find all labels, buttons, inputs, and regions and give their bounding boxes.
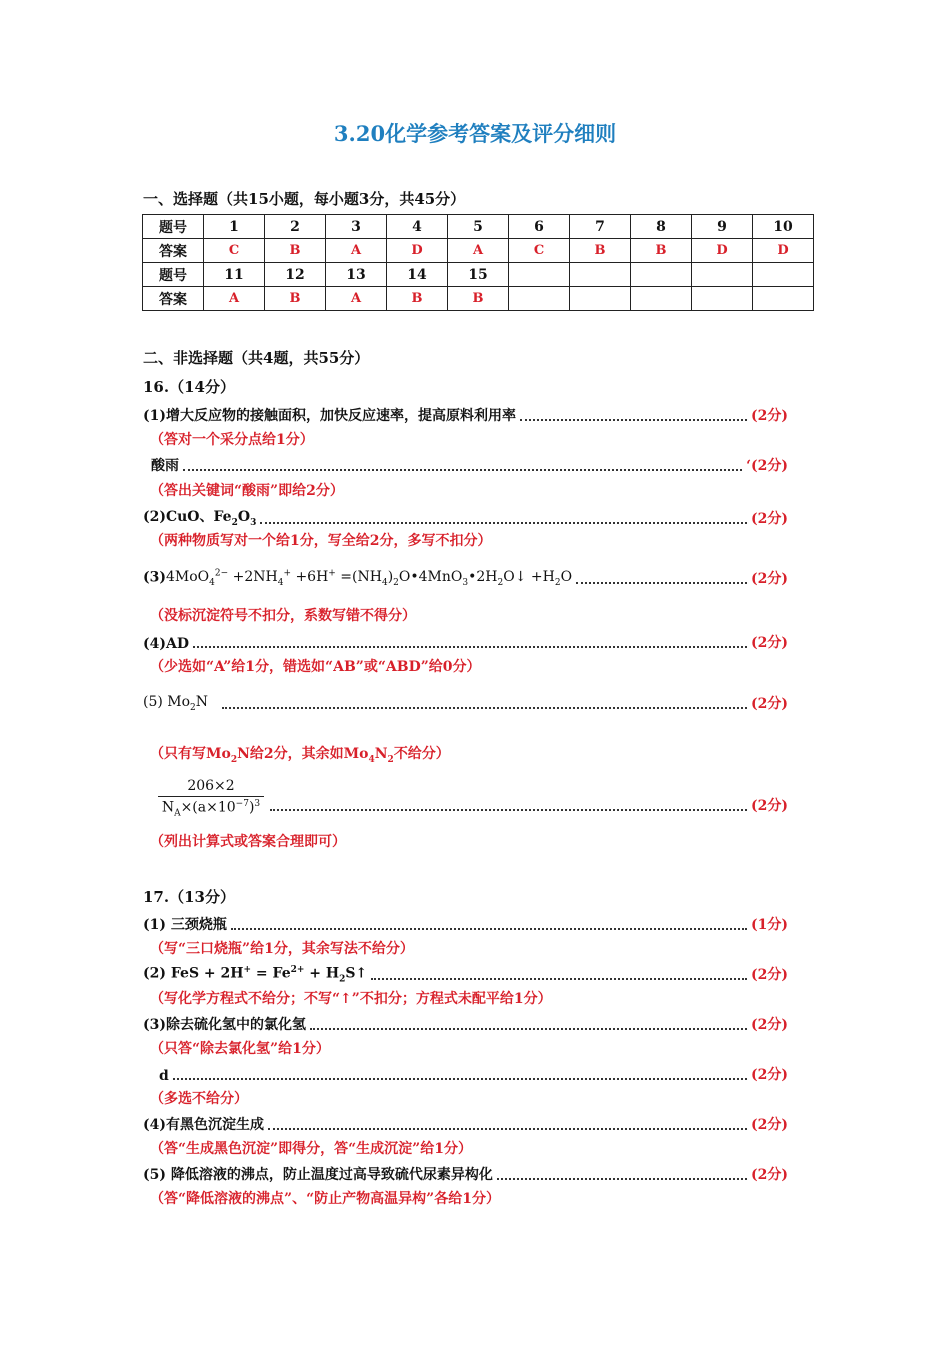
q17-heading: 17.（13分） <box>143 888 235 906</box>
question-number <box>570 263 631 287</box>
answer-text-prefix: (2) FeS + 2H <box>143 965 244 982</box>
scoring-note: （少选如“A”给1分，错选如“AB”或“ABD”给0分） <box>150 659 481 675</box>
question-number: 13 <box>326 263 387 287</box>
answer-cell: B <box>570 239 631 263</box>
q17-answer-5 <box>143 1114 788 1134</box>
page-title: 3.20化学参考答案及评分细则 <box>333 121 617 146</box>
answer-text-prefix: (3) <box>143 569 166 586</box>
answer-text: (5) 降低溶液的沸点，防止温度过高导致硫代尿素异构化 <box>143 1167 493 1183</box>
q17-answer-3 <box>143 1014 788 1034</box>
leader-dots <box>173 1077 747 1080</box>
leader-dots <box>371 977 747 980</box>
answer-text: (4)AD <box>143 636 189 652</box>
question-number: 6 <box>509 215 570 239</box>
leader-dots <box>520 418 747 421</box>
equation: (2) FeS + $2H^+ = Fe^{2+}$ + $H_2S↑$ <box>143 964 368 984</box>
question-number <box>509 263 570 287</box>
answer-cell <box>631 287 692 311</box>
score: (2分) <box>751 1117 788 1133</box>
question-number: 4 <box>387 215 448 239</box>
answer-text-prefix: (2)CuO、Fe <box>143 509 232 525</box>
answer-cell: A <box>448 239 509 263</box>
question-number: 10 <box>753 215 814 239</box>
answer-cell <box>753 287 814 311</box>
answer-cell: C <box>509 239 570 263</box>
question-number: 5 <box>448 215 509 239</box>
scoring-note: （只答“除去氯化氢”给1分） <box>150 1041 330 1057</box>
leader-dots <box>576 581 747 584</box>
answer-table <box>142 214 814 311</box>
q16-answer-7 <box>270 795 788 815</box>
scoring-note: （只有写$Mo_2N$给2分，其余如$Mo_4N_2$不给分） <box>150 746 450 765</box>
leader-dots <box>270 808 747 811</box>
leader-dots <box>222 706 747 709</box>
q17-answer-1 <box>143 914 788 934</box>
scoring-note: （写“三口烧瓶”给1分，其余写法不给分） <box>150 941 414 957</box>
question-number <box>753 263 814 287</box>
row-label: 答案 <box>143 287 204 311</box>
q16-answer-2 <box>143 455 788 475</box>
scoring-note: （两种物质写对一个给1分，写全给2分，多写不扣分） <box>150 533 492 549</box>
score: (2分) <box>751 571 788 587</box>
score: (2分) <box>751 408 788 424</box>
q17-answer-2 <box>143 964 788 984</box>
score: (2分) <box>751 967 788 983</box>
fraction-denominator: $N_A\times(a\times 10^{-7})^3$ <box>161 799 261 819</box>
score: (2分) <box>751 1067 788 1083</box>
scoring-note: （多选不给分） <box>150 1091 248 1107</box>
question-number: 3 <box>326 215 387 239</box>
answer-cell: D <box>753 239 814 263</box>
q16-answer-1 <box>143 405 788 425</box>
leader-dots <box>231 927 747 930</box>
leader-dots <box>193 645 747 648</box>
score: (2分) <box>751 1167 788 1183</box>
question-number: 11 <box>204 263 265 287</box>
q16-heading: 16.（14分） <box>143 378 235 396</box>
answer-cell: A <box>326 239 387 263</box>
table-row <box>143 287 814 311</box>
q16-answer-6 <box>143 693 788 713</box>
scoring-note: （写化学方程式不给分；不写“↑”不扣分；方程式未配平给1分） <box>150 991 552 1007</box>
answer-cell: B <box>265 239 326 263</box>
equation: $(3)4MoO_4^{2-} +2NH_4^+ +6H^+$ $=(NH_4)_2O•4MnO_3•2H_2O↓ +H_2O$ <box>143 568 573 588</box>
answer-cell: A <box>326 287 387 311</box>
section2-heading: 二、非选择题（共4题，共55分） <box>143 349 370 367</box>
answer-cell <box>692 287 753 311</box>
row-label: 答案 <box>143 239 204 263</box>
score: ‘(2分) <box>746 458 788 474</box>
answer-cell: B <box>448 287 509 311</box>
scoring-note: （答“生成黑色沉淀”即得分，答“生成沉淀”给1分） <box>150 1141 472 1157</box>
leader-dots <box>268 1127 747 1130</box>
note-part: （只有写Mo <box>150 746 231 762</box>
question-number: 2 <box>265 215 326 239</box>
answer-text: d <box>159 1068 169 1084</box>
row-label: 题号 <box>143 215 204 239</box>
fraction-numerator: 206×2 <box>158 778 264 797</box>
answer-text: (2)CuO、$Fe_2O_3$ <box>143 509 257 528</box>
note-part: 不给分） <box>393 746 450 762</box>
answer-cell: A <box>204 287 265 311</box>
answer-cell <box>509 287 570 311</box>
avogadro-symbol: N <box>161 799 175 816</box>
score: (2分) <box>751 1017 788 1033</box>
answer-text: (1) 三颈烧瓶 <box>143 917 227 933</box>
score: (1分) <box>751 917 788 933</box>
answer-cell: D <box>387 239 448 263</box>
scoring-note: （答出关键词“酸雨”即给2分） <box>150 483 344 499</box>
question-number: 7 <box>570 215 631 239</box>
answer-cell: B <box>265 287 326 311</box>
question-number: 1 <box>204 215 265 239</box>
question-number: 12 <box>265 263 326 287</box>
scoring-note: （没标沉淀符号不扣分，系数写错不得分） <box>150 608 416 624</box>
scoring-note: （答对一个采分点给1分） <box>150 432 314 448</box>
section1-heading: 一、选择题（共15小题，每小题3分，共45分） <box>143 190 466 208</box>
score: (2分) <box>751 635 788 651</box>
score: (2分) <box>751 798 788 814</box>
q17-answer-4 <box>143 1064 788 1084</box>
question-number: 15 <box>448 263 509 287</box>
question-number <box>631 263 692 287</box>
q16-answer-4 <box>143 568 788 588</box>
table-row <box>143 215 814 239</box>
table-row <box>143 239 814 263</box>
answer-text: 酸雨 <box>151 458 179 474</box>
score: (2分) <box>751 510 788 527</box>
leader-dots <box>310 1027 747 1030</box>
scoring-note: （答“降低溶液的沸点”、“防止产物高温异构”各给1分） <box>150 1191 500 1207</box>
row-label: 题号 <box>143 263 204 287</box>
table-row <box>143 263 814 287</box>
answer-cell: B <box>387 287 448 311</box>
scoring-note: （列出计算式或答案合理即可） <box>150 834 346 850</box>
answer-text: (3)除去硫化氢中的氯化氢 <box>143 1017 306 1033</box>
answer-cell: C <box>204 239 265 263</box>
answer-text-prefix: (5) Mo <box>143 694 191 711</box>
q16-answer-3 <box>143 506 788 528</box>
leader-dots <box>260 521 747 524</box>
answer-text: (4)有黑色沉淀生成 <box>143 1117 264 1133</box>
density-fraction <box>158 778 264 818</box>
note-part: N给2分，其余如Mo <box>237 746 369 762</box>
question-number <box>692 263 753 287</box>
question-number: 8 <box>631 215 692 239</box>
answer-text: (5) $Mo_2N$ <box>143 694 209 713</box>
question-number: 14 <box>387 263 448 287</box>
score: (2分) <box>751 696 788 712</box>
answer-cell: B <box>631 239 692 263</box>
answer-cell: D <box>692 239 753 263</box>
question-number: 9 <box>692 215 753 239</box>
leader-dots <box>183 468 742 471</box>
q16-answer-5 <box>143 632 788 652</box>
leader-dots <box>497 1177 747 1180</box>
q17-answer-6 <box>143 1164 788 1184</box>
answer-cell <box>570 287 631 311</box>
answer-text: (1)增大反应物的接触面积，加快反应速率，提高原料利用率 <box>143 408 516 424</box>
